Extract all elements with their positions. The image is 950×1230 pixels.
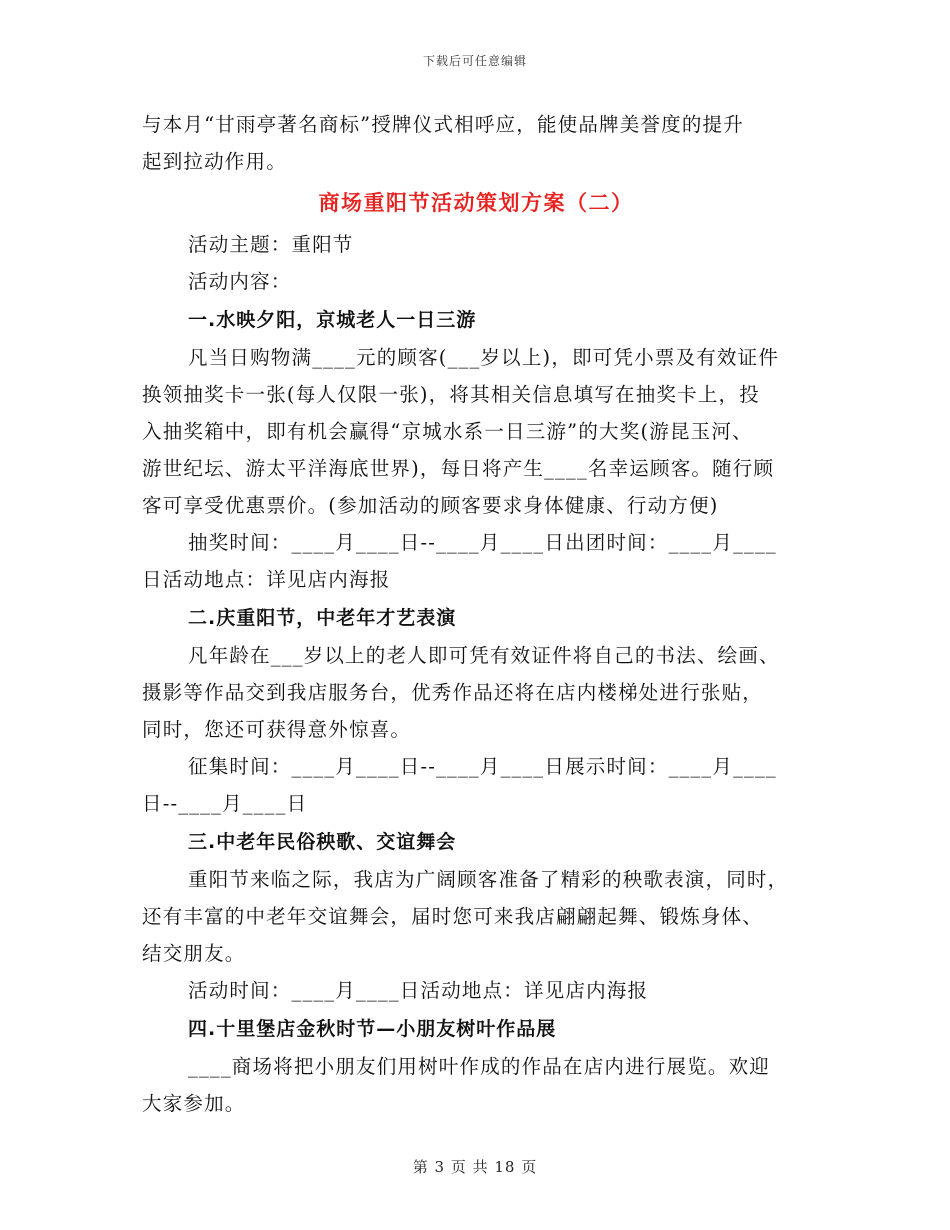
intro-line: 与本月“甘雨亭著名商标”授牌仪式相呼应，能使品牌美誉度的提升 (142, 113, 744, 136)
page-header: 下载后可任意编辑 (422, 54, 527, 68)
activity-theme: 活动主题：重阳节 (188, 233, 354, 256)
paragraph-line: 重阳节来临之际，我店为广阔顾客准备了精彩的秧歌表演，同时， (188, 868, 789, 891)
paragraph-line: 游世纪坛、游太平洋海底世界)，每日将产生____名幸运顾客。随行顾 (142, 457, 775, 480)
activity-content-label: 活动内容： (188, 270, 292, 293)
time-line: 活动时间：____月____日活动地点：详见店内海报 (188, 979, 649, 1002)
paragraph-line: 大家参加。 (142, 1092, 246, 1115)
paragraph-line: 换领抽奖卡一张(每人仅限一张)，将其相关信息填写在抽奖卡上，投 (142, 383, 760, 406)
paragraph-line: 凡年龄在___岁以上的老人即可凭有效证件将自己的书法、绘画、 (188, 644, 780, 667)
paragraph-line: 同时，您还可获得意外惊喜。 (142, 718, 412, 741)
intro-line: 起到拉动作用。 (142, 150, 287, 173)
paragraph-line: 结交朋友。 (142, 942, 246, 965)
paragraph-line: 还有丰富的中老年交谊舞会，届时您可来我店翩翩起舞、锻炼身体、 (142, 905, 764, 928)
document-body (142, 106, 810, 1122)
time-line: 日活动地点：详见店内海报 (142, 568, 391, 591)
section-heading: 三.中老年民俗秧歌、交谊舞会 (188, 831, 457, 853)
section-heading: 四.十里堡店金秋时节—小朋友树叶作品展 (188, 1018, 557, 1040)
time-line: 抽奖时间：____月____日--____月____日出团时间：____月____ (188, 531, 777, 554)
paragraph-line: 摄影等作品交到我店服务台，优秀作品还将在店内楼梯处进行张贴， (142, 681, 764, 704)
time-line: 征集时间：____月____日--____月____日展示时间：____月____ (188, 755, 777, 778)
paragraph-line: 客可享受优惠票价。(参加活动的顾客要求身体健康、行动方便) (142, 494, 719, 517)
paragraph-line: ____商场将把小朋友们用树叶作成的作品在店内进行展览。欢迎 (188, 1055, 771, 1078)
time-line: 日--____月____日 (142, 792, 308, 815)
document-title: 商场重阳节活动策划方案（二） (318, 191, 634, 215)
page-number-footer: 第 3 页 共 18 页 (412, 1158, 538, 1176)
paragraph-line: 凡当日购物满____元的顾客(___岁以上)，即可凭小票及有效证件 (188, 346, 780, 369)
paragraph-line: 入抽奖箱中，即有机会赢得“京城水系一日三游”的大奖(游昆玉河、 (142, 420, 753, 443)
section-heading: 二.庆重阳节，中老年才艺表演 (188, 607, 457, 629)
section-heading: 一.水映夕阳，京城老人一日三游 (188, 309, 477, 331)
